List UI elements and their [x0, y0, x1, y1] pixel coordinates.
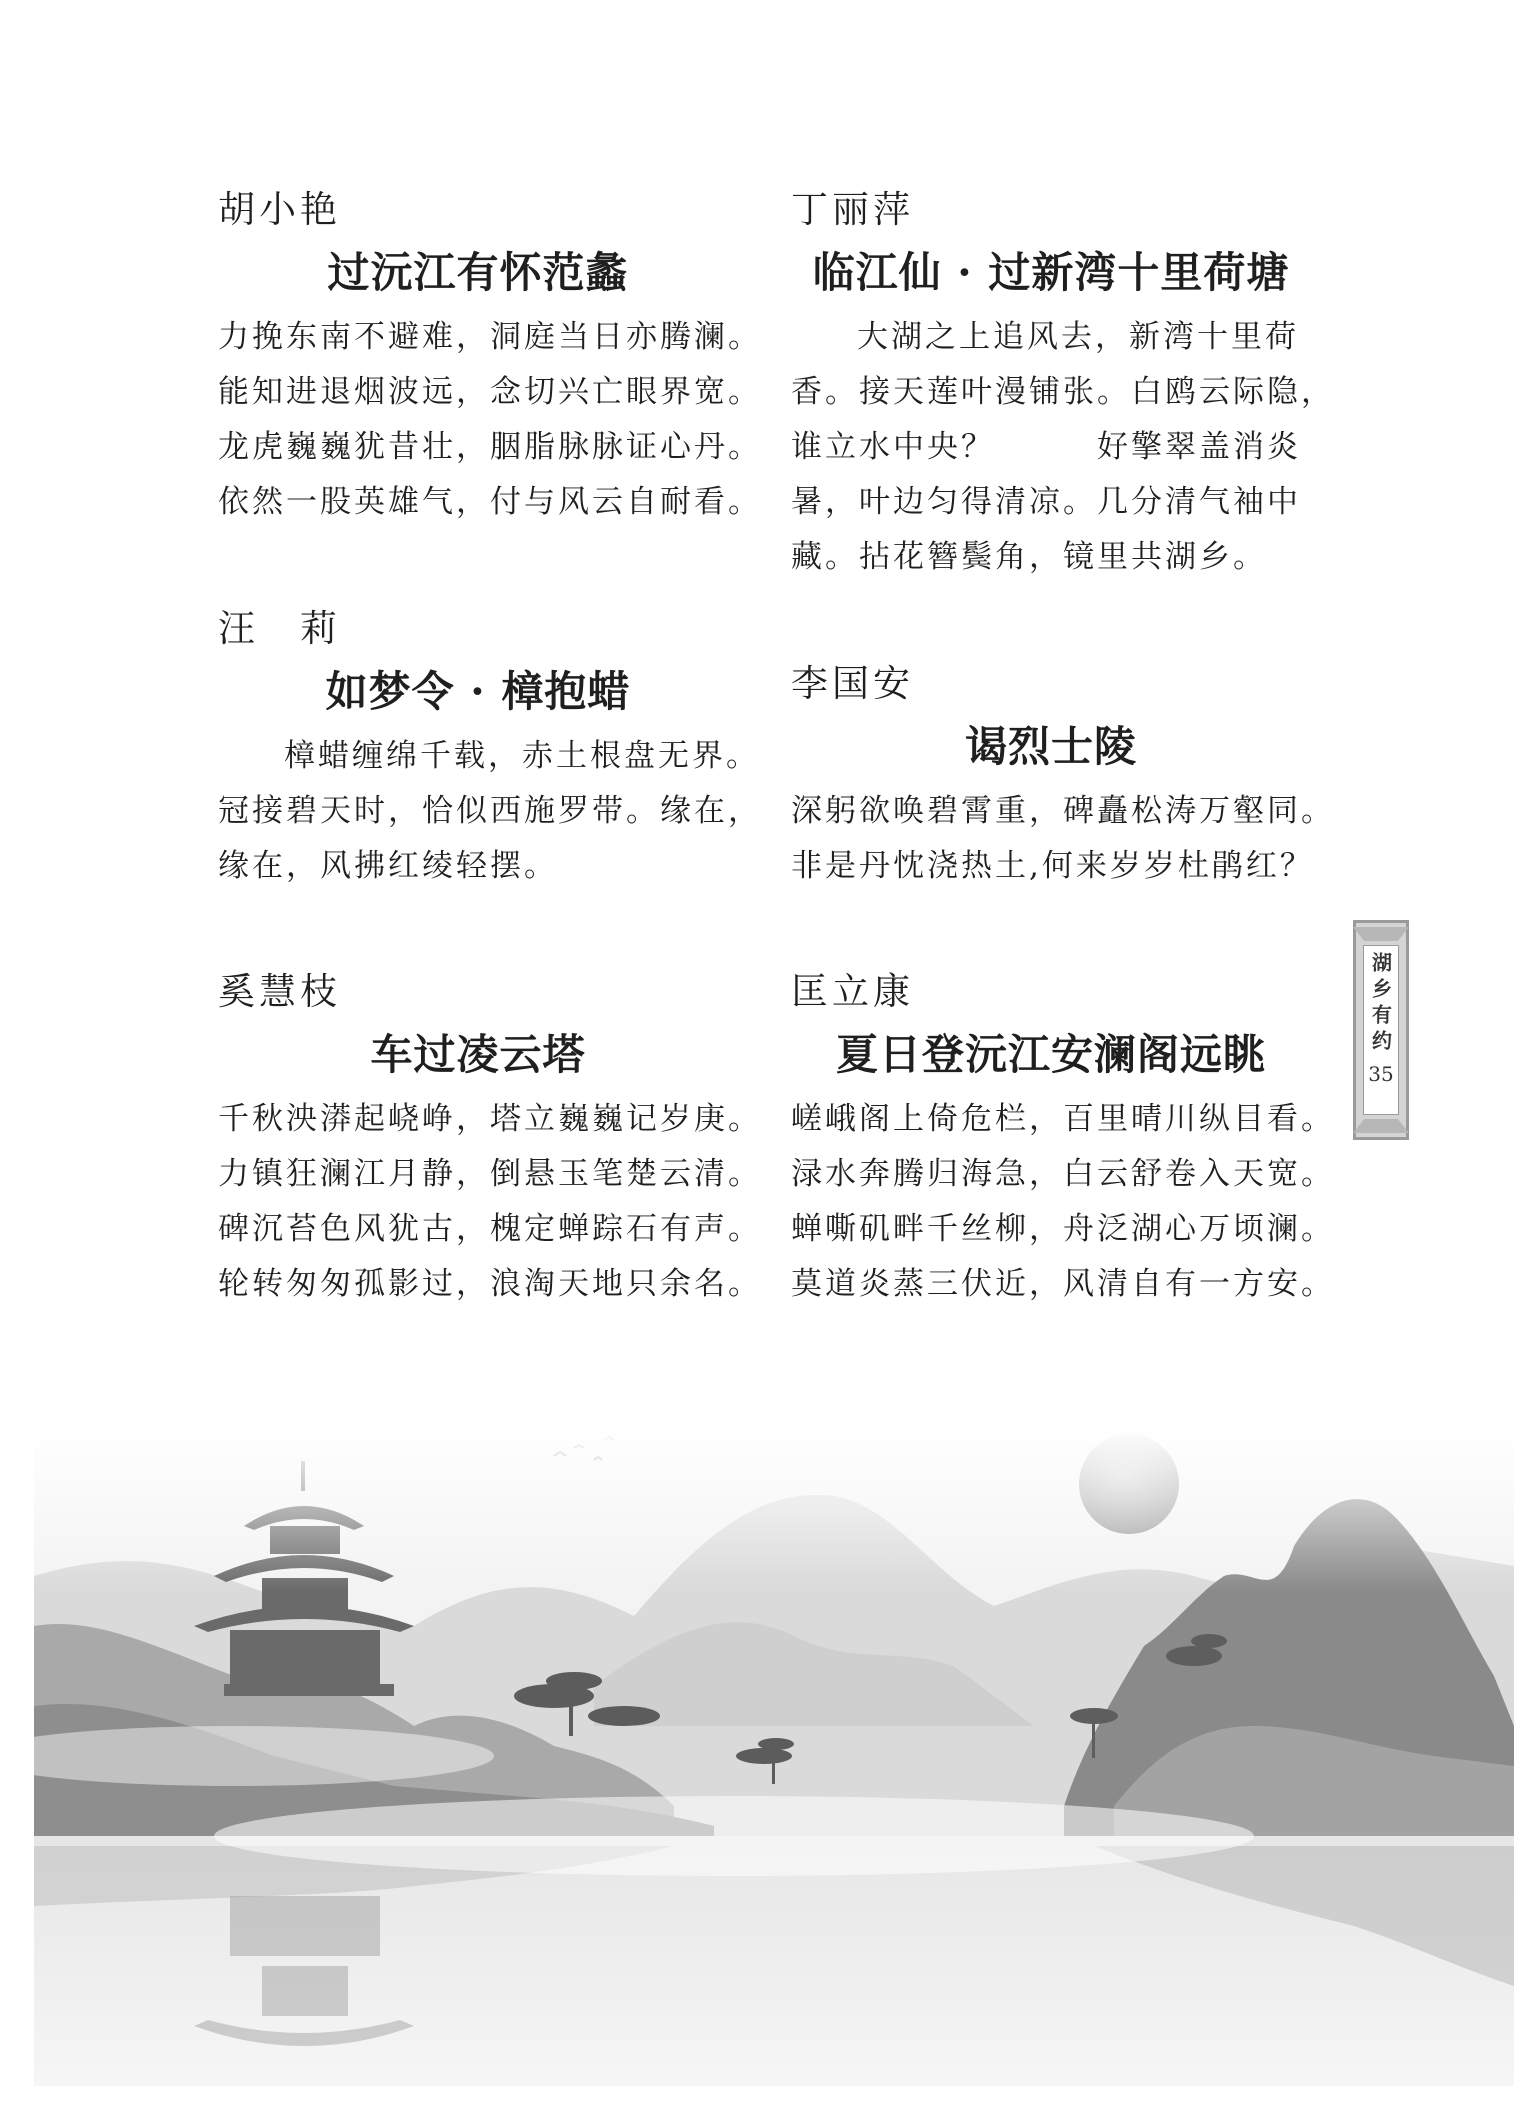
poem-title: 夏日登沅江安澜阁远眺 — [835, 1030, 1266, 1079]
section-label: 湖乡有约 — [1368, 952, 1393, 1056]
poem-title: 谒烈士陵 — [964, 722, 1137, 771]
poem-line: 能知进退烟波远，念切兴亡眼界宽。 — [218, 374, 762, 410]
poem-title: 临江仙 · 过新湾十里荷塘 — [812, 248, 1290, 297]
poem-title: 过沅江有怀范蠡 — [327, 248, 629, 297]
poem-line: 轮转匆匆孤影过，浪淘天地只余名。 — [218, 1266, 762, 1302]
poem-title: 如梦令 · 樟抱蜡 — [325, 667, 631, 716]
poem-line: 樟蜡缠绵千载，赤土根盘无界。 — [284, 738, 760, 774]
poem-line: 香。接天莲叶漫铺张。白鸥云际隐， — [791, 374, 1335, 410]
poem-author: 李国安 — [791, 662, 914, 705]
poem-6 — [791, 966, 1335, 1312]
mist-band — [214, 1796, 1254, 1876]
poem-author: 胡小艳 — [218, 188, 341, 231]
poem-line: 暑，叶边匀得清凉。几分清气袖中 — [791, 484, 1301, 520]
poem-line: 力镇狂澜江月静，倒悬玉笔楚云清。 — [218, 1156, 762, 1192]
ink-landscape-illustration — [34, 1426, 1514, 2086]
poem-line: 非是丹忱浇热土,何来岁岁杜鹃红？ — [791, 848, 1314, 884]
poem-line: 谁立水中央？ 好擎翠盖消炎 — [791, 429, 1301, 465]
poem-line: 缘在，风拂红绫轻摆。 — [218, 848, 558, 884]
poem-line: 冠接碧天时，恰似西施罗带。缘在， — [218, 793, 762, 829]
poem-5 — [791, 658, 1335, 894]
poem-author: 匡立康 — [791, 970, 914, 1013]
poem-line: 龙虎巍巍犹昔壮，胭脂脉脉证心丹。 — [218, 429, 762, 465]
poem-2 — [218, 603, 762, 894]
poem-3 — [218, 966, 762, 1312]
poem-1 — [218, 184, 762, 530]
poem-author: 丁丽萍 — [791, 188, 914, 231]
poem-author: 奚慧枝 — [218, 970, 341, 1013]
poem-title: 车过凌云塔 — [370, 1030, 586, 1079]
poem-line: 渌水奔腾归海急，白云舒卷入天宽。 — [791, 1156, 1335, 1192]
poem-line: 嵯峨阁上倚危栏，百里晴川纵目看。 — [791, 1101, 1335, 1137]
poem-line: 藏。拈花簪鬓角，镜里共湖乡。 — [791, 539, 1267, 575]
poem-line: 千秋泱漭起峣峥，塔立巍巍记岁庚。 — [218, 1101, 762, 1137]
poem-author: 汪 莉 — [218, 607, 341, 650]
tab-inner — [1363, 945, 1399, 1115]
poem-line: 依然一股英雄气，付与风云自耐看。 — [218, 484, 762, 520]
side-tab — [1353, 920, 1409, 1140]
poem-line: 深躬欲唤碧霄重，碑矗松涛万壑同。 — [791, 793, 1335, 829]
poem-4 — [791, 184, 1335, 585]
page-number: 35 — [1368, 1062, 1394, 1086]
tab-cap-top — [1353, 927, 1409, 941]
poem-line: 莫道炎蒸三伏近，风清自有一方安。 — [791, 1266, 1335, 1302]
poem-line: 蝉嘶矶畔千丝柳，舟泛湖心万顷澜。 — [791, 1211, 1335, 1247]
tab-cap-bottom — [1353, 1119, 1409, 1133]
poem-line: 碑沉苔色风犹古，槐定蝉踪石有声。 — [218, 1211, 762, 1247]
poem-line: 力挽东南不避难，洞庭当日亦腾澜。 — [218, 319, 762, 355]
poem-line: 大湖之上追风去，新湾十里荷 — [857, 319, 1299, 355]
